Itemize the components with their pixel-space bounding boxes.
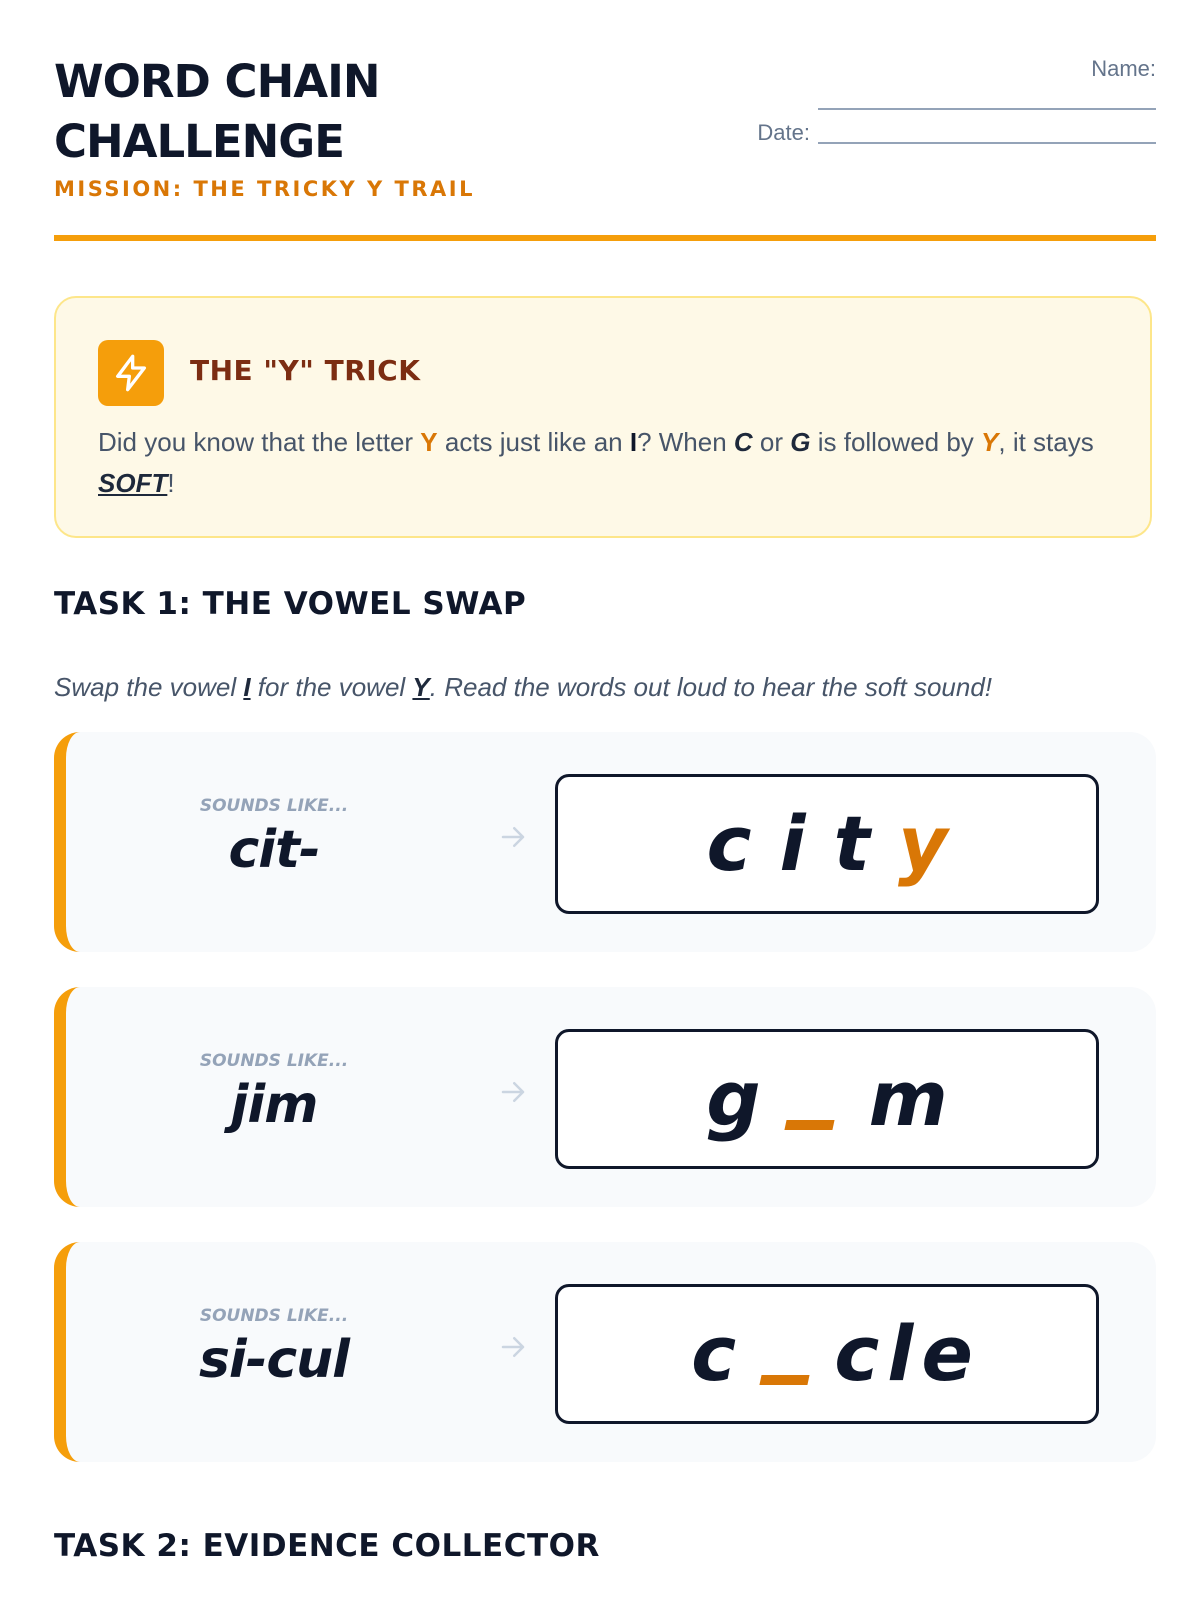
callout-highlight-soft: SOFT [98,468,168,498]
instruction-text: for the vowel [250,672,413,702]
callout-highlight-g: G [790,427,811,457]
answer-letter: m [868,1054,948,1143]
instruction-vowel-i: I [243,672,251,702]
arrow-right-icon [498,822,528,852]
worksheet-header [54,0,1156,244]
header-divider [54,235,1156,241]
instruction-vowel-y: Y [412,672,430,702]
callout-text: ? When [637,427,734,457]
task-2-title: TASK 2: EVIDENCE COLLECTOR [54,1528,600,1564]
answer-letter: g [706,1054,761,1143]
word-card-cycle [54,1242,1156,1462]
answer-letter: c [706,799,752,888]
callout-highlight-i: I [629,427,638,457]
sounds-like-word: jim [230,1075,318,1135]
answer-letter: e [921,1309,973,1398]
instruction-text: Swap the vowel [54,672,244,702]
instruction-text: . Read the words out loud to hear the soft sound! [429,672,993,702]
word-card-gym [54,987,1156,1207]
name-field-line[interactable] [818,108,1156,110]
callout-highlight-y: Y [420,427,438,457]
answer-letter: t [833,799,870,888]
name-date-fields [736,56,1156,156]
callout-highlight-y: Y [981,427,999,457]
lightning-bolt-icon [98,340,164,406]
word-card-city [54,732,1156,952]
callout-text: acts just like an [437,427,630,457]
sounds-like-label: SOUNDS LIKE... [199,1306,349,1326]
callout-highlight-c: C [733,427,753,457]
answer-blank[interactable] [760,1375,810,1385]
arrow-right-icon [498,1332,528,1362]
sounds-like-word: cit- [228,820,320,880]
date-label: Date: [757,120,810,145]
sounds-like-label: SOUNDS LIKE... [199,796,349,816]
task-1-instruction [54,672,1154,703]
answer-letter: l [887,1309,914,1398]
mission-subtitle: MISSION: THE TRICKY Y TRAIL [54,177,475,201]
sounds-like-word: si-cul [198,1330,350,1390]
callout-text: , it stays [998,427,1094,457]
answer-box[interactable] [555,1284,1099,1424]
callout-text: is followed by [810,427,982,457]
answer-letter-y: y [897,799,948,888]
answer-box[interactable] [555,774,1099,914]
y-trick-callout [54,296,1152,538]
callout-body [98,422,1108,504]
callout-text: ! [167,468,175,498]
callout-title: THE "Y" TRICK [190,354,421,387]
worksheet-title: WORD CHAIN CHALLENGE [54,55,380,168]
callout-text: or [752,427,791,457]
sounds-like-label: SOUNDS LIKE... [199,1051,349,1071]
answer-blank[interactable] [784,1120,834,1130]
arrow-right-icon [498,1077,528,1107]
task-1-title: TASK 1: THE VOWEL SWAP [54,586,527,622]
name-label: Name: [1091,56,1156,81]
worksheet-page [54,0,1156,1600]
answer-box[interactable] [555,1029,1099,1169]
date-field-line[interactable] [818,142,1156,144]
answer-letter: c [691,1309,737,1398]
answer-letter: i [779,799,806,888]
answer-letter: c [834,1309,880,1398]
callout-text: Did you know that the letter [98,427,421,457]
